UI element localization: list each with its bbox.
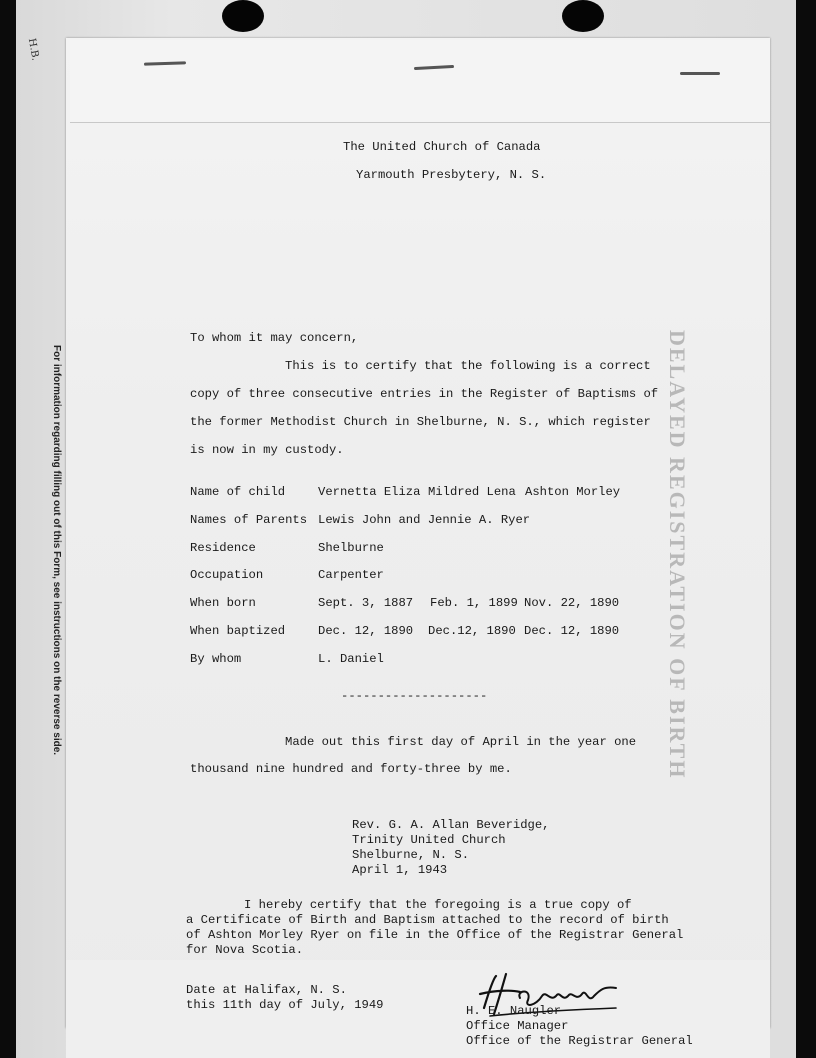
baptized-date-1: Dec. 12, 1890	[318, 624, 414, 638]
baptized-date-2: Dec.12, 1890	[428, 624, 516, 638]
child-name-2: Mildred Lena	[428, 485, 516, 499]
occupation-value: Carpenter	[318, 568, 384, 582]
corner-handwriting: H.B.	[25, 37, 41, 62]
staple-right	[680, 72, 720, 75]
record-label-whom: By whom	[190, 652, 242, 666]
presbytery-name: Yarmouth Presbytery, N. S.	[356, 168, 547, 182]
certification-line-2: a Certificate of Birth and Baptism attached to the record of birth	[186, 913, 669, 927]
separator-line: --------------------	[341, 689, 488, 703]
certification-line-1: I hereby certify that the foregoing is a true copy of	[244, 898, 632, 912]
body-line-3: the former Methodist Church in Shelburne, N. S., which register	[190, 415, 651, 429]
record-label-occupation: Occupation	[190, 568, 264, 582]
body-line-1: This is to certify that the following is a correct	[285, 359, 651, 373]
background-form-heading: DELAYED REGISTRATION OF BIRTH	[665, 330, 690, 780]
whom-value: L. Daniel	[318, 652, 384, 666]
staple-center	[414, 65, 454, 70]
child-name-1: Vernetta Eliza	[318, 485, 421, 499]
born-date-3: Nov. 22, 1890	[524, 596, 620, 610]
record-label-parents: Names of Parents	[190, 513, 308, 527]
staple-left	[144, 61, 186, 65]
minister-name: Rev. G. A. Allan Beveridge,	[352, 818, 550, 832]
minister-church: Trinity United Church	[352, 833, 506, 847]
registrar-title: Office Manager	[466, 1019, 569, 1033]
margin-instruction-note: For information regarding filling out of this Form, see instructions on the reverse side.	[51, 345, 62, 756]
born-date-2: Feb. 1, 1899	[430, 596, 518, 610]
record-label-baptized: When baptized	[190, 624, 286, 638]
body-line-4: is now in my custody.	[190, 443, 344, 457]
born-date-1: Sept. 3, 1887	[318, 596, 414, 610]
record-label-residence: Residence	[190, 541, 256, 555]
salutation: To whom it may concern,	[190, 331, 359, 345]
minister-place: Shelburne, N. S.	[352, 848, 470, 862]
church-name: The United Church of Canada	[343, 140, 541, 154]
certification-line-3: of Ashton Morley Ryer on file in the Office of the Registrar General	[186, 928, 684, 942]
parents-value: Lewis John and Jennie A. Ryer	[318, 513, 531, 527]
residence-value: Shelburne	[318, 541, 384, 555]
dated-line-2: this 11th day of July, 1949	[186, 998, 384, 1012]
registrar-office: Office of the Registrar General	[466, 1034, 693, 1048]
minister-date: April 1, 1943	[352, 863, 448, 877]
record-label-born: When born	[190, 596, 256, 610]
dated-line-1: Date at Halifax, N. S.	[186, 983, 347, 997]
made-out-line-1: Made out this first day of April in the year one	[285, 735, 637, 749]
record-label-name: Name of child	[190, 485, 286, 499]
body-line-2: copy of three consecutive entries in the Register of Baptisms of	[190, 387, 659, 401]
registrar-name: H. E. Naugler	[466, 1004, 562, 1018]
certification-line-4: for Nova Scotia.	[186, 943, 304, 957]
made-out-line-2: thousand nine hundred and forty-three by me.	[190, 762, 512, 776]
child-name-3: Ashton Morley	[525, 485, 621, 499]
punch-hole-right	[562, 0, 604, 32]
folded-top-strip	[70, 40, 770, 123]
punch-hole-left	[222, 0, 264, 32]
baptized-date-3: Dec. 12, 1890	[524, 624, 620, 638]
